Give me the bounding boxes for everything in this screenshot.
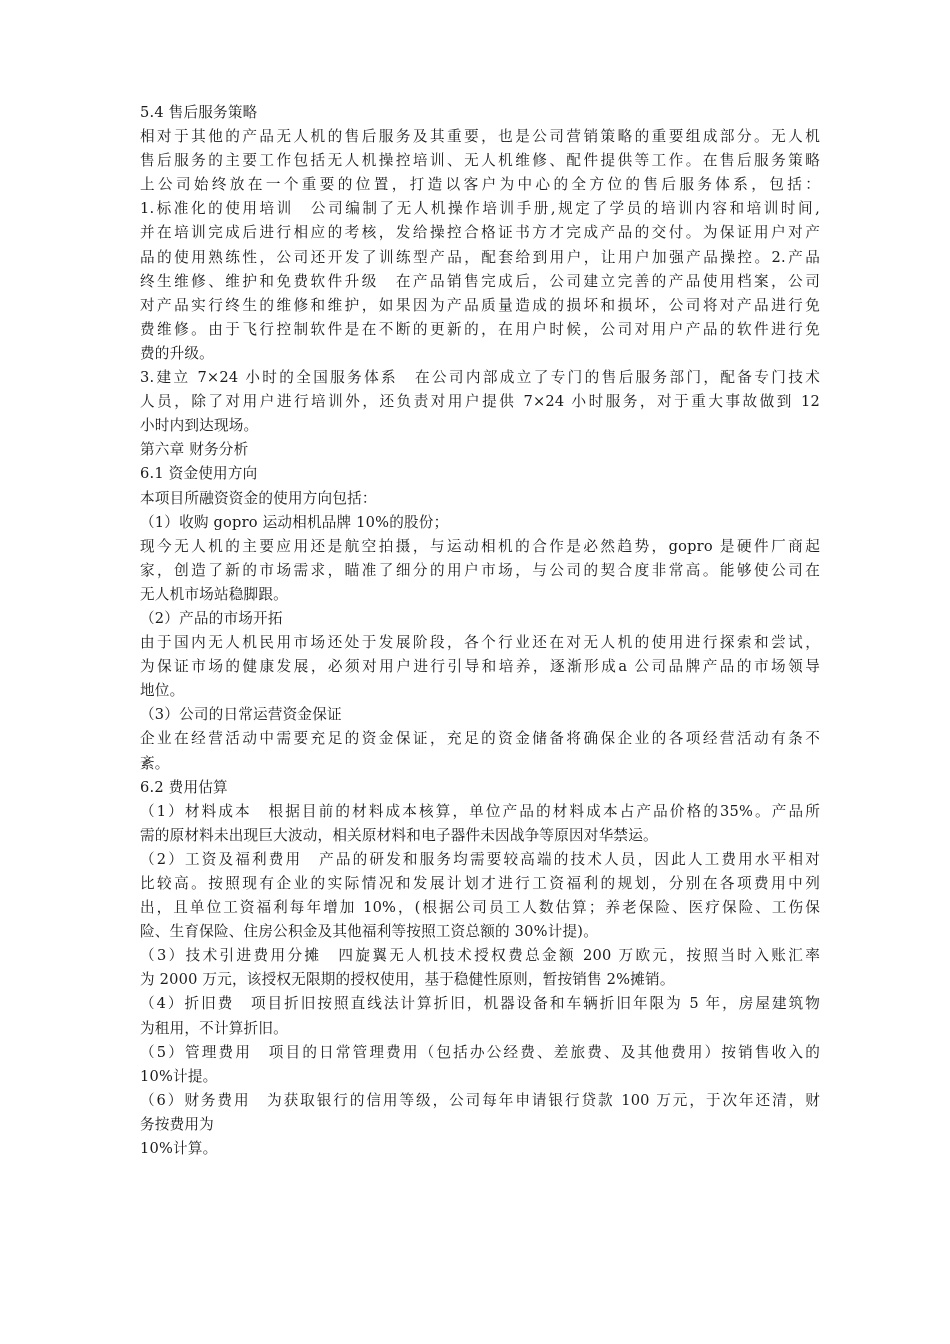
paragraph-line: 本项目所融资资金的使用方向包括： — [140, 489, 377, 507]
paragraph-line: 无人机市场站稳脚跟。 — [140, 585, 288, 603]
paragraph-line: 由于国内无人机民用市场还处于发展阶段，各个行业还在对无人机的使用进行探索和尝试， — [140, 634, 820, 652]
section-heading: 5.4 售后服务策略 — [140, 104, 258, 121]
paragraph-line: 为租用，不计算折旧。 — [140, 1019, 288, 1037]
paragraph-line: 上公司始终放在一个重要的位置，打造以客户为中心的全方位的售后服务体系，包括： — [140, 176, 820, 194]
paragraph-line: 1.标准化的使用培训 公司编制了无人机操作培训手册,规定了学员的培训内容和培训时间, — [140, 200, 820, 218]
paragraph-line: （4）折旧费 项目折旧按照直线法计算折旧，机器设备和车辆折旧年限为 5 年，房屋建筑物 — [140, 995, 820, 1013]
paragraph-line: 品的使用熟练性，公司还开发了训练型产品，配套给到用户，让用户加强产品操控。2.产品 — [140, 248, 820, 266]
list-item-heading: （2）产品的市场开拓 — [140, 609, 283, 627]
paragraph-line: 需的原材料未出现巨大波动，相关原材料和电子器件未因战争等原因对华禁运。 — [140, 826, 658, 844]
paragraph-line: 费的升级。 — [140, 344, 214, 362]
paragraph-line: 对产品实行终生的维修和维护，如果因为产品质量造成的损坏和损坏，公司将对产品进行免 — [140, 296, 820, 314]
paragraph-line: 10%计提。 — [140, 1067, 218, 1085]
section-heading: 6.2 费用估算 — [140, 778, 228, 796]
paragraph-line: （1）材料成本 根据目前的材料成本核算，单位产品的材料成本占产品价格的35%。产品所 — [140, 802, 820, 820]
document-body — [140, 101, 820, 1161]
paragraph-line: 并在培训完成后进行相应的考核，发给操控合格证书方才完成产品的交付。为保证用户对产 — [140, 224, 820, 242]
list-item-heading: （1）收购 gopro 运动相机品牌 10%的股份； — [140, 513, 449, 531]
paragraph-line: 3.建立 7×24 小时的全国服务体系 在公司内部成立了专门的售后服务部门，配备专门技术 — [140, 369, 820, 387]
paragraph-line: 小时内到达现场。 — [140, 417, 259, 435]
paragraph-line: （6）财务费用 为获取银行的信用等级，公司每年申请银行贷款 100 万元，于次年还清，财 — [140, 1091, 820, 1109]
paragraph-line: （3）技术引进费用分摊 四旋翼无人机技术授权费总金额 200 万欧元，按照当时入账汇率 — [140, 947, 820, 965]
paragraph-line: 地位。 — [140, 682, 185, 700]
paragraph-line: 为 2000 万元，该授权无限期的授权使用，基于稳健性原则，暂按销售 2%摊销。 — [140, 971, 675, 989]
paragraph-line: 紊。 — [140, 754, 170, 772]
section-heading: 6.1 资金使用方向 — [140, 465, 258, 483]
paragraph-line: 相对于其他的产品无人机的售后服务及其重要，也是公司营销策略的重要组成部分。无人机 — [140, 128, 820, 146]
paragraph-line: 现今无人机的主要应用还是航空拍摄，与运动相机的合作是必然趋势，gopro 是硬件厂商起 — [140, 537, 820, 555]
paragraph-line: 务按费用为 — [140, 1115, 214, 1133]
paragraph-line: 企业在经营活动中需要充足的资金保证，充足的资金储备将确保企业的各项经营活动有条不 — [140, 730, 820, 748]
paragraph-line: 售后服务的主要工作包括无人机操控培训、无人机维修、配件提供等工作。在售后服务策略 — [140, 152, 820, 170]
paragraph-line: （5）管理费用 项目的日常管理费用（包括办公经费、差旅费、及其他费用）按销售收入的 — [140, 1043, 820, 1061]
paragraph-line: 险、生育保险、住房公积金及其他福利等按照工资总额的 30%计提)。 — [140, 923, 598, 941]
paragraph-line: 费维修。由于飞行控制软件是在不断的更新的，在用户时候，公司对用户产品的软件进行免 — [140, 320, 820, 338]
paragraph-line: 10%计算。 — [140, 1140, 218, 1158]
paragraph-line: （2）工资及福利费用 产品的研发和服务均需要较高端的技术人员，因此人工费用水平相对 — [140, 850, 820, 868]
paragraph-line: 家，创造了新的市场需求，瞄准了细分的用户市场，与公司的契合度非常高。能够使公司在 — [140, 561, 820, 579]
paragraph-line: 人员，除了对用户进行培训外，还负责对用户提供 7×24 小时服务，对于重大事故做到 12 — [140, 393, 820, 411]
paragraph-line: 终生维修、维护和免费软件升级 在产品销售完成后，公司建立完善的产品使用档案，公司 — [140, 272, 820, 290]
chapter-heading: 第六章 财务分析 — [140, 441, 249, 459]
paragraph-line: 出，且单位工资福利每年增加 10%，(根据公司员工人数估算；养老保险、医疗保险、工伤保 — [140, 899, 820, 917]
paragraph-line: 比较高。按照现有企业的实际情况和发展计划才进行工资福利的规划，分别在各项费用中列 — [140, 875, 820, 892]
paragraph-line: 为保证市场的健康发展，必须对用户进行引导和培养，逐渐形成a 公司品牌产品的市场领导 — [140, 658, 820, 676]
list-item-heading: （3）公司的日常运营资金保证 — [140, 706, 342, 724]
